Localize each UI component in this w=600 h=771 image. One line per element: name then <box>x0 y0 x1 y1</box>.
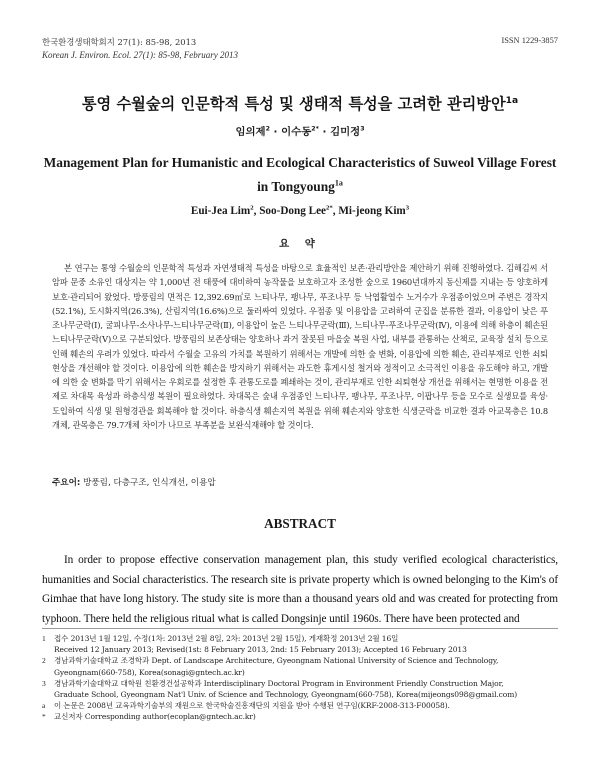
english-authors: Eui-Jea Lim$^2$, Soo-Dong Lee$^{2*}$, Mi-jeong Kim$^3$ <box>190 204 410 217</box>
en-author-3-sup: 3 <box>405 204 410 212</box>
journal-citation-en: Korean J. Environ. Ecol. 27(1): 85-98, February 2013 <box>42 50 239 60</box>
summary-heading: 요 약 <box>279 238 321 250</box>
footnote-mark: 2 <box>42 656 46 666</box>
kr-author-3-sup: 3 <box>360 125 365 133</box>
kr-author-sep: · <box>273 126 278 138</box>
footnote-line: 이 논문은 2008년 교육과학기술부의 재원으로 한국학술진흥재단의 지원을 받아 수행된 연구임(KRF-2008-313-F00058). <box>54 701 450 711</box>
kr-author-2-sup: 2* <box>311 125 319 133</box>
en-author-1: Eui-Jea Lim <box>190 205 251 217</box>
korean-title <box>0 93 600 114</box>
english-title-line1: Management Plan for Humanistic and Ecological Characteristics of Suweol Village Forest <box>43 155 557 170</box>
keywords <box>52 476 216 488</box>
english-title-line2: in Tongyoung <box>257 179 335 194</box>
footnote-line: Graduate School, Gyeongnam Nat'l Univ. of Science and Technology, Gyeongnam(660-758), Korea(mijeongs098@gmail.com) <box>54 690 518 700</box>
en-author-3: Mi-jeong Kim <box>338 205 406 217</box>
kr-author-3: 김미정 <box>330 126 361 138</box>
footnote-line: 교신저자 Corresponding author(ecoplan@gntech.ac.kr) <box>54 712 256 722</box>
en-author-1-sup: 2 <box>250 204 254 212</box>
footnote <box>42 633 558 655</box>
korean-summary: 본 연구는 통영 수월숲의 인문학적 특성과 자연생태적 특성을 바탕으로 효율적인 보존·관리방안을 제안하기 위해 진행하였다. 김해김씨 서암파 문중 소유인 대상지는 약 1,000년 전 태풍에 대비하여 농작물을 보호하고자 조성한 숲으로 1960년대까지 동신제를 지내는 등 양호하게 보호·관리되어 왔었다. 방풍림의 면적은 12,392.69㎡로 느티나무, 팽나무, 푸조나무 등 낙엽활엽수 노거수가 우점종이었으며 주변은 경작지(52.1%), 도시화지역(26.3%), 산림지역(16.6%)으로 둘러싸여 있었다. 우점종 및 이용압을 고려하여 군집을 분류한 결과, 이용압이 낮은 푸조나무군락(Ⅰ), 굴피나무-소사나무-느티나무군락(Ⅱ), 이용압이 높은 느티나무군락(Ⅲ), 느티나무-푸조나무군락(Ⅳ), 이용에 의해 하층이 훼손된 느티나무군락(Ⅴ)으로 구분되었다. 방풍림의 보존상태는 양호하나 과거 잘못된 마을숲 복원 사업, 내부를 관통하는 산책로, 교육장 설치 등으로 인해 훼손의 우려가 있었다. 따라서 수월숲 고유의 가치를 복원하기 위해서는 개발에 의한 숲 변화, 이용압에 의한 훼손, 관리부재로 인한 쇠퇴현상을 개선해야 할 것이다. 이용압에 의한 훼손을 방지하기 위해서는 과도한 휴게시설 철거와 정적이고 소극적인 이용을 유도해야 하고, 개발에 의한 숲 변화를 막기 위해서는 우회로를 설정한 후 관통도로를 폐쇄하는 것이, 관리부재로 인한 쇠퇴현상 개선을 위해서는 현명한 이용을 전제로 차대목 육성과 하층식생 복원이 필요하였다. 차대목은 숲내 우점종인 느티나무, 팽나무, 푸조나무, 이팝나무 등을 모수로 실생묘를 육성·도입하여 식생 및 원형경관을 회복해야 할 것이다. 하층식생 훼손지역 복원을 위해 훼손지와 양호한 식생군락을 비교한 결과 아교목층은 10.8개체, 관목층은 79.7개체 차이가 나므로 부족분을 보완식재해야 할 것이다. <box>52 263 548 430</box>
footnote-mark: 1 <box>42 634 46 643</box>
english-title <box>40 151 560 199</box>
abstract-body: In order to propose effective conservation management plan, this study verified ecological characteristics, humanities and Social characteristics. The research site is private property which is owned belonging to the Kim's of Gimhae that have long history. The study site is more than a thousand years old and was created for protecting from typhoon. There held the religious ritual what is called Dongsinje until 1960s. There have been protected and <box>42 554 558 625</box>
english-title-line2-wrap <box>40 175 560 199</box>
korean-authors <box>0 123 600 138</box>
issn: ISSN 1229-3857 <box>501 36 558 45</box>
en-author-2-sup: 2* <box>326 204 333 212</box>
footnote-line: 경남과학기술대학교 조경학과 Dept. of Landscape Architecture, Gyeongnam National University of Science and Technology, <box>54 656 499 666</box>
footnote-mark: 3 <box>42 678 46 688</box>
korean-title-sup: 1a <box>505 95 519 106</box>
footnote-line: 접수 2013년 1월 12일, 수정(1차: 2013년 2월 8일, 2차: 2013년 2월 15일), 게재확정 2013년 2월 16일 <box>54 634 399 643</box>
keywords-text: 방풍림, 다층구조, 인식개선, 이용압 <box>83 478 216 488</box>
footnote-line: Received 12 January 2013; Revised(1st: 8 February 2013, 2nd: 15 February 2013); Accepted 16 February 2013 <box>54 645 467 655</box>
english-title-sup: 1a <box>334 178 343 188</box>
journal-citation-kr: 한국환경생태학회지 27(1): 85-98, 2013 <box>42 37 197 47</box>
footnote-mark: * <box>42 712 46 722</box>
footnote-line: Gyeongnam(660-758), Korea(sonagi@gntech.ac.kr) <box>54 667 245 677</box>
footnote-line: 경남과학기술대학교 대학원 친환경건설공학과 Interdisciplinary Doctoral Program in Environment Friendly Construction Major, <box>54 678 504 688</box>
en-author-2: Soo-Dong Lee <box>259 205 327 217</box>
kr-author-1-sup: 2 <box>265 125 270 133</box>
korean-title-text: 통영 수월숲의 인문학적 특성 및 생태적 특성을 고려한 관리방안 <box>81 95 506 113</box>
abstract-heading: ABSTRACT <box>264 516 336 531</box>
footnote-mark: a <box>42 701 46 711</box>
footnote-divider <box>42 628 558 629</box>
footnote <box>42 678 558 700</box>
kr-author-2: 이수동 <box>281 126 312 138</box>
keywords-label: 주요어: <box>52 478 81 488</box>
journal-header <box>42 36 238 62</box>
footnote <box>42 655 558 677</box>
footnotes <box>42 633 558 723</box>
footnote <box>42 711 558 722</box>
kr-author-sep: · <box>322 126 327 138</box>
footnote <box>42 700 558 711</box>
kr-author-1: 임의제 <box>235 126 266 138</box>
